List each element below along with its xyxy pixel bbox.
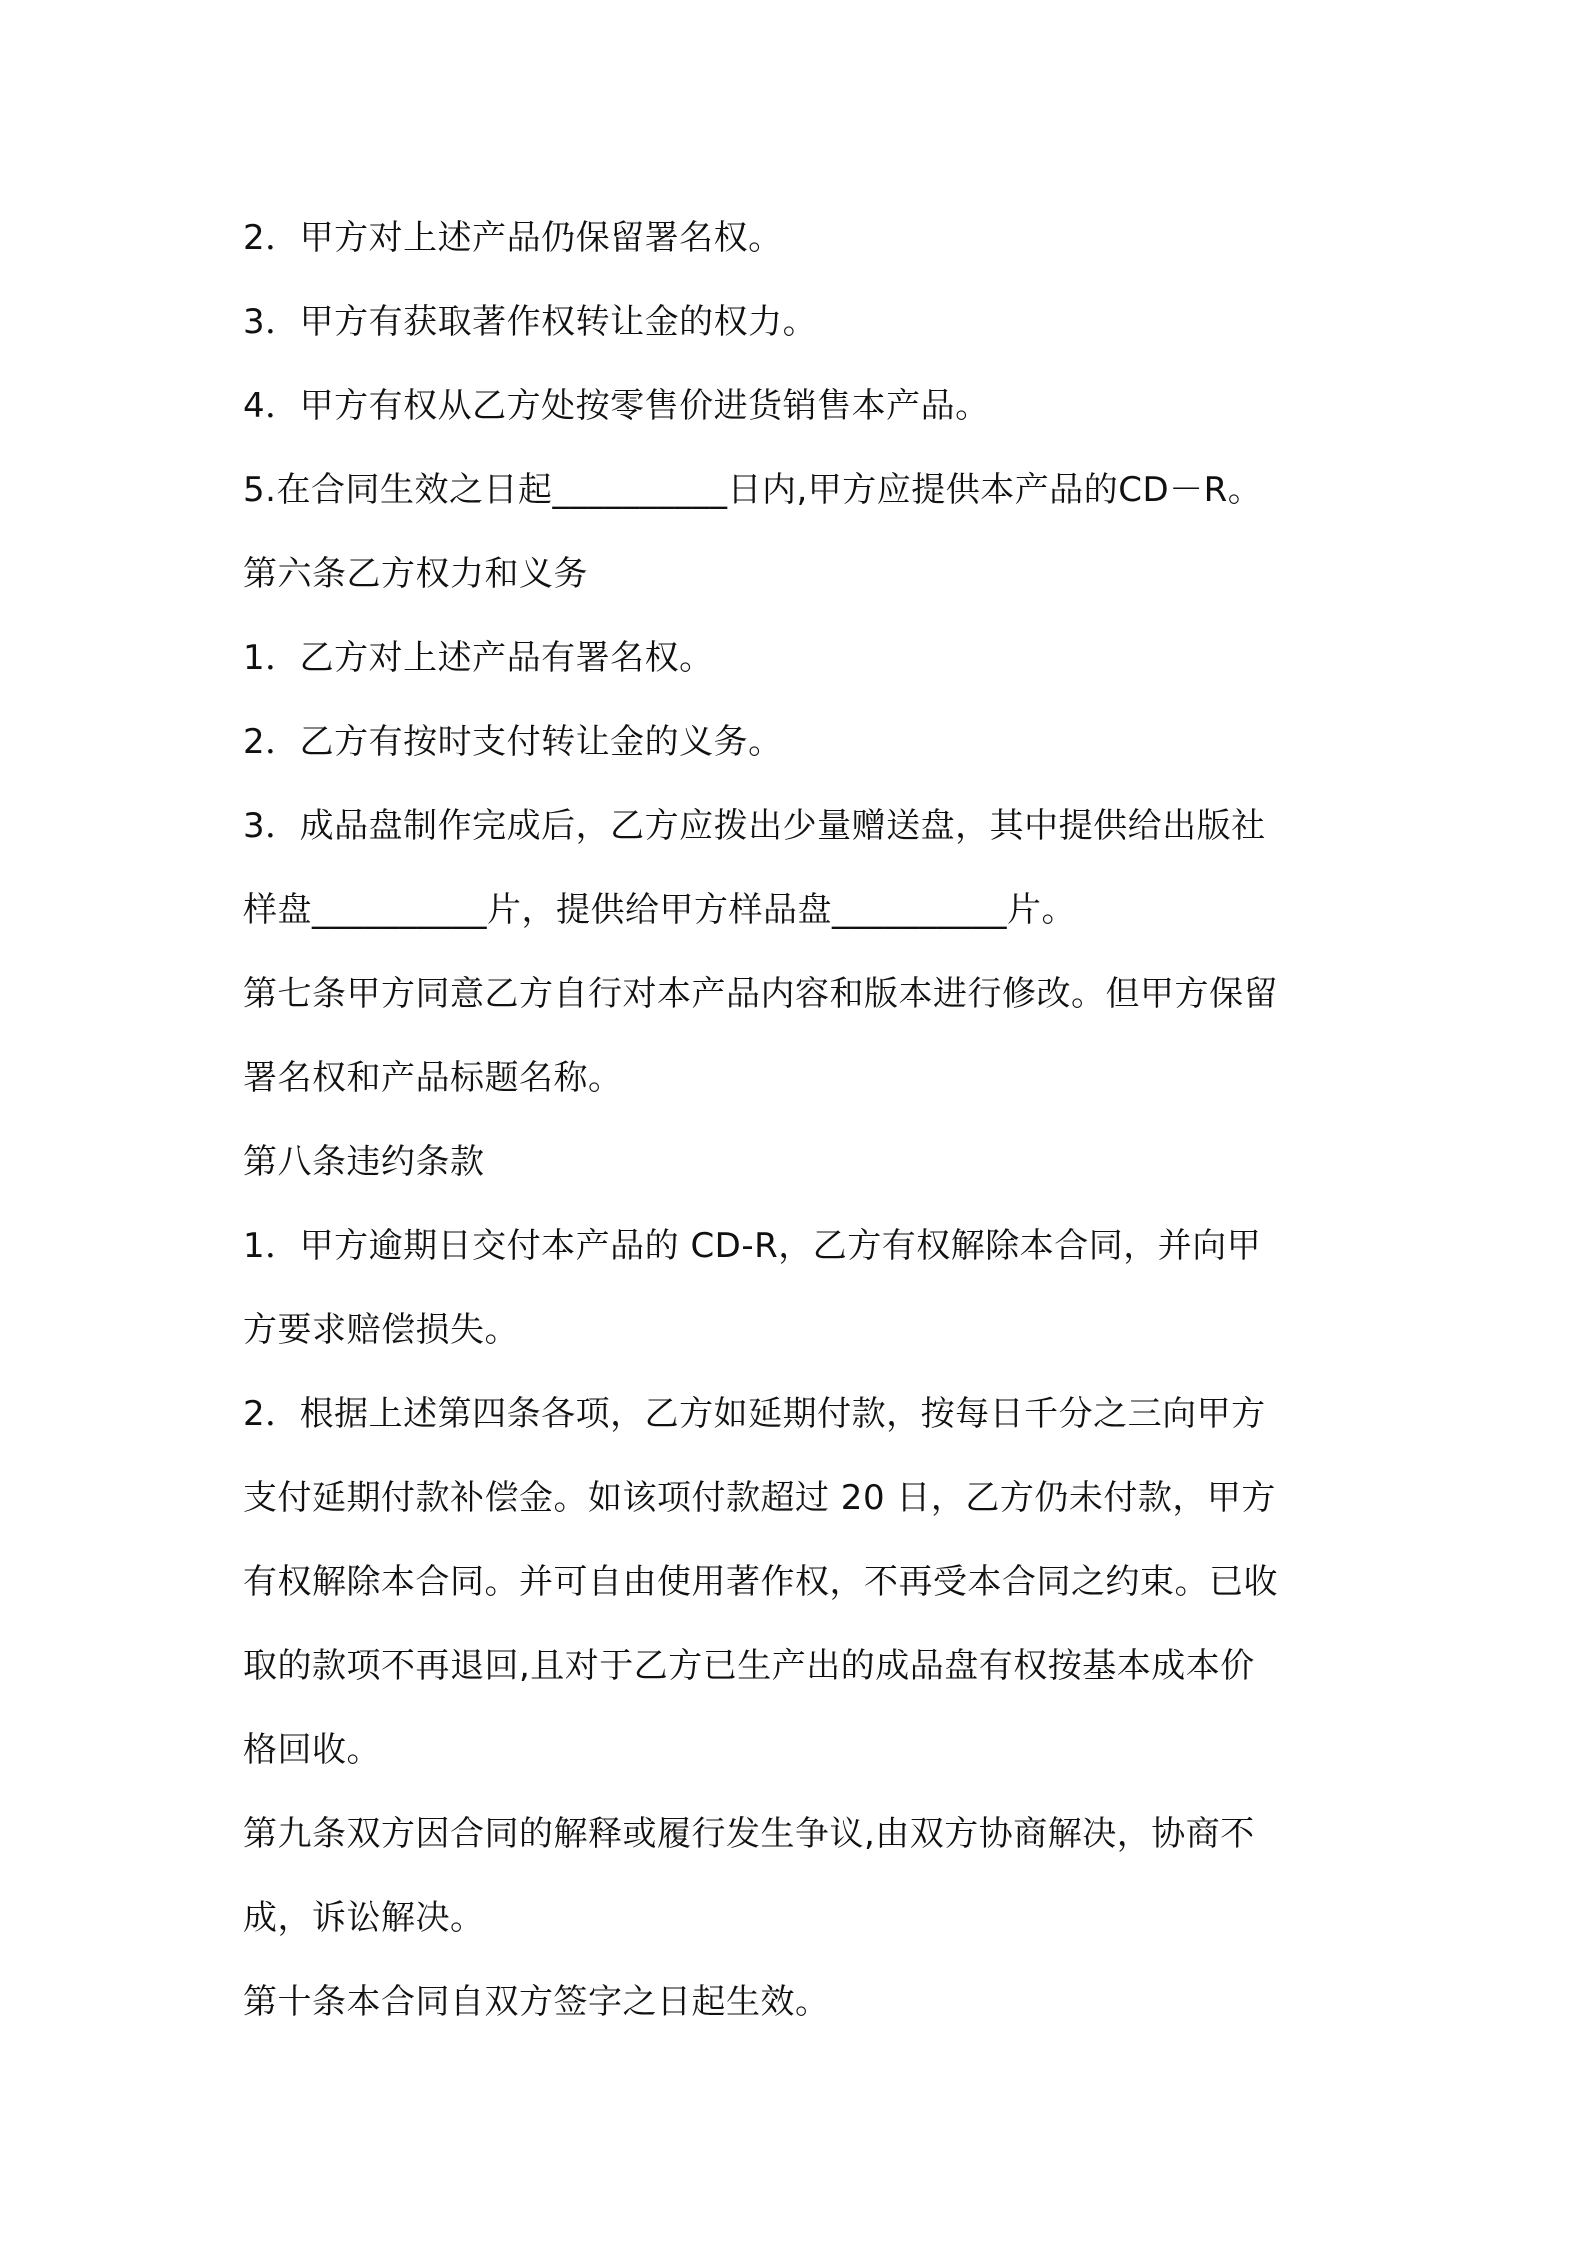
clause-5-item-5: 5.在合同生效之日起__________日内,甲方应提供本产品的CD－R。: [243, 470, 1263, 510]
clause-10: 第十条本合同自双方签字之日起生效。: [243, 1982, 830, 2022]
clause-6-item-1: 1．乙方对上述产品有署名权。: [243, 638, 714, 678]
clause-7-line-1: 第七条甲方同意乙方自行对本产品内容和版本进行修改。但甲方保留: [243, 974, 1278, 1014]
clause-6-item-3-line-1: 3．成品盘制作完成后，乙方应拨出少量赠送盘，其中提供给出版社: [243, 806, 1266, 846]
clause-8-item-2-line-1: 2．根据上述第四条各项，乙方如延期付款，按每日千分之三向甲方: [243, 1394, 1266, 1434]
clause-9-line-1: 第九条双方因合同的解释或履行发生争议,由双方协商解决，协商不: [243, 1814, 1255, 1854]
clause-8-item-2-line-4: 取的款项不再退回,且对于乙方已生产出的成品盘有权按基本成本价: [243, 1646, 1255, 1686]
clause-5-item-3: 3．甲方有获取著作权转让金的权力。: [243, 302, 818, 342]
contract-body: [243, 196, 1363, 2044]
clause-8-item-2-line-2: 支付延期付款补偿金。如该项付款超过 20 日，乙方仍未付款，甲方: [243, 1478, 1276, 1518]
clause-8-item-2-line-5: 格回收。: [243, 1730, 381, 1770]
clause-5-item-2: 2．甲方对上述产品仍保留署名权。: [243, 218, 783, 258]
clause-6-heading: 第六条乙方权力和义务: [243, 554, 588, 594]
clause-6-item-2: 2．乙方有按时支付转让金的义务。: [243, 722, 783, 762]
clause-8-heading: 第八条违约条款: [243, 1142, 485, 1182]
clause-6-item-3-line-2: 样盘__________片，提供给甲方样品盘__________片。: [243, 890, 1076, 930]
clause-8-item-2-line-3: 有权解除本合同。并可自由使用著作权，不再受本合同之约束。已收: [243, 1562, 1278, 1602]
clause-9-line-2: 成，诉讼解决。: [243, 1898, 485, 1938]
clause-7-line-2: 署名权和产品标题名称。: [243, 1058, 623, 1098]
clause-8-item-1-line-2: 方要求赔偿损失。: [243, 1310, 519, 1350]
clause-8-item-1-line-1: 1．甲方逾期日交付本产品的 CD-R，乙方有权解除本合同，并向甲: [243, 1226, 1262, 1266]
clause-5-item-4: 4．甲方有权从乙方处按零售价进货销售本产品。: [243, 386, 990, 426]
